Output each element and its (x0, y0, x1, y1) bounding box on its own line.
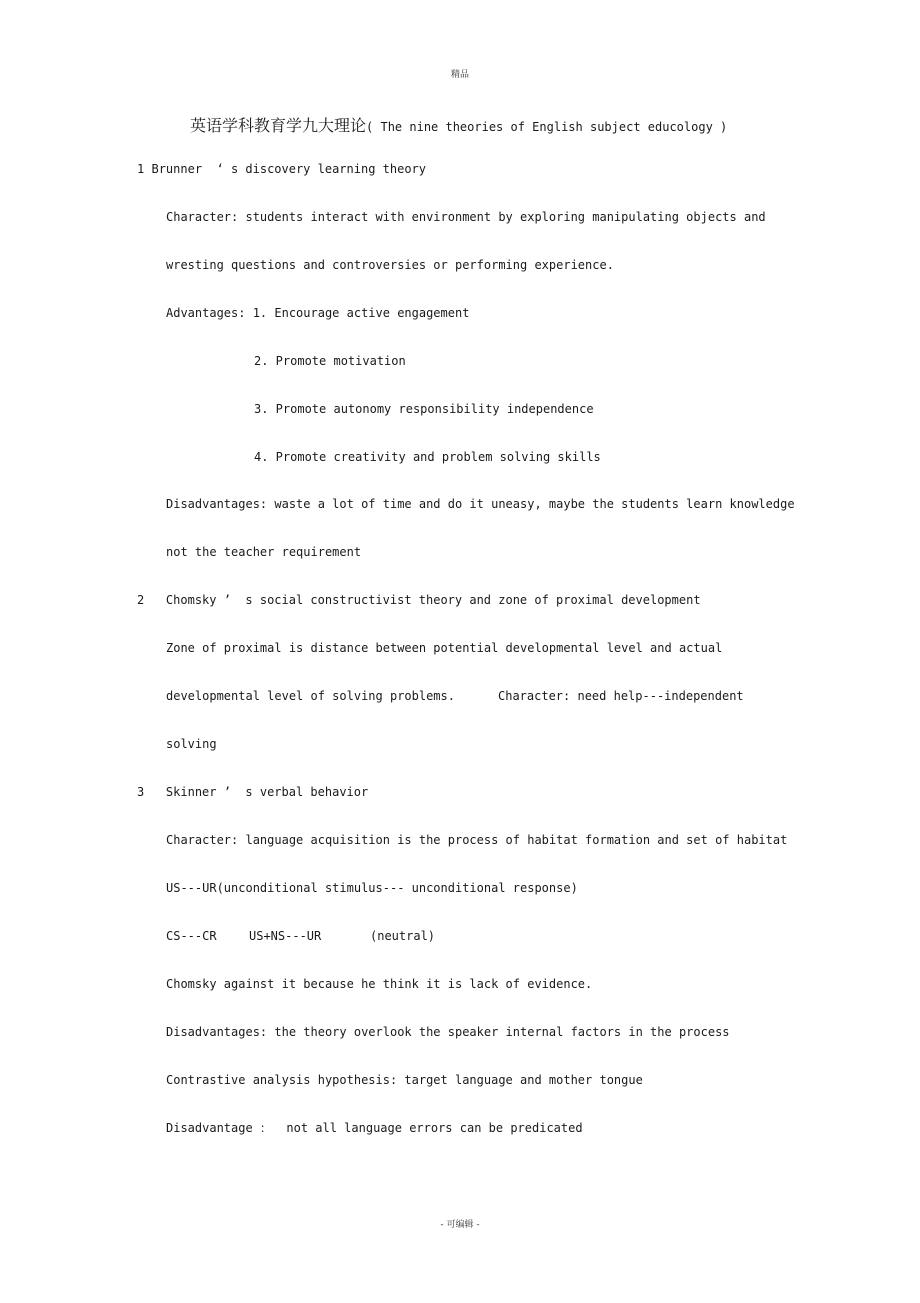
section-3-heading (137, 784, 368, 800)
document-title (190, 113, 727, 136)
paragraph-line: developmental level of solving problems. (166, 689, 455, 703)
disadvantages-line: Disadvantages: the theory overlook the speaker internal factors in the process (166, 1025, 730, 1039)
paragraph-line: Character: language acquisition is the process of habitat formation and set of habitat (166, 833, 788, 847)
paragraph-line: not the teacher requirement (166, 545, 362, 559)
title-english: ( The nine theories of English subject educology ) (366, 120, 728, 134)
section-title: Brunner ‘ s discovery learning theory (151, 162, 427, 176)
formula-note: (neutral) (370, 929, 436, 943)
paragraph-line: Zone of proximal is distance between potential developmental level and actual (166, 641, 723, 655)
paragraph-line: Contrastive analysis hypothesis: target language and mother tongue (166, 1073, 643, 1087)
section-title: Skinner ’ s verbal behavior (165, 785, 369, 799)
advantage-item: 2. Promote motivation (254, 354, 406, 368)
section-2-heading (137, 592, 701, 608)
advantage-item: 3. Promote autonomy responsibility independence (254, 402, 594, 416)
paragraph-line: Character: students interact with environment by exploring manipulating objects and (166, 210, 766, 224)
section-1-heading (137, 161, 426, 177)
paragraph-line: Chomsky against it because he think it is lack of evidence. (166, 977, 593, 991)
section-number: 3 (137, 785, 145, 799)
formula-us-ns-ur: US+NS---UR (249, 929, 322, 943)
paragraph-line: wresting questions and controversies or performing experience. (166, 258, 614, 272)
disadvantage-line: Disadvantage ： not all language errors can be predicated (166, 1121, 583, 1135)
formula-line: US---UR(unconditional stimulus--- unconditional response) (166, 881, 578, 895)
title-chinese: 英语学科教育学九大理论 (190, 116, 367, 135)
character-line: Character: need help---independent (498, 689, 744, 703)
advantages-line: Advantages: 1. Encourage active engagement (166, 306, 470, 320)
section-number: 2 (137, 593, 145, 607)
section-title: Chomsky ’ s social constructivist theory and zone of proximal development (165, 593, 701, 607)
advantage-item: 4. Promote creativity and problem solving skills (254, 450, 601, 464)
formula-cs-cr: CS---CR (166, 929, 217, 943)
disadvantages-line: Disadvantages: waste a lot of time and do it uneasy, maybe the students learn knowledge (166, 497, 795, 511)
page-footer: - 可编辑 - (440, 1220, 480, 1230)
section-number: 1 (137, 162, 145, 176)
paragraph-line: solving (166, 737, 217, 751)
page-header: 精品 (450, 70, 469, 80)
